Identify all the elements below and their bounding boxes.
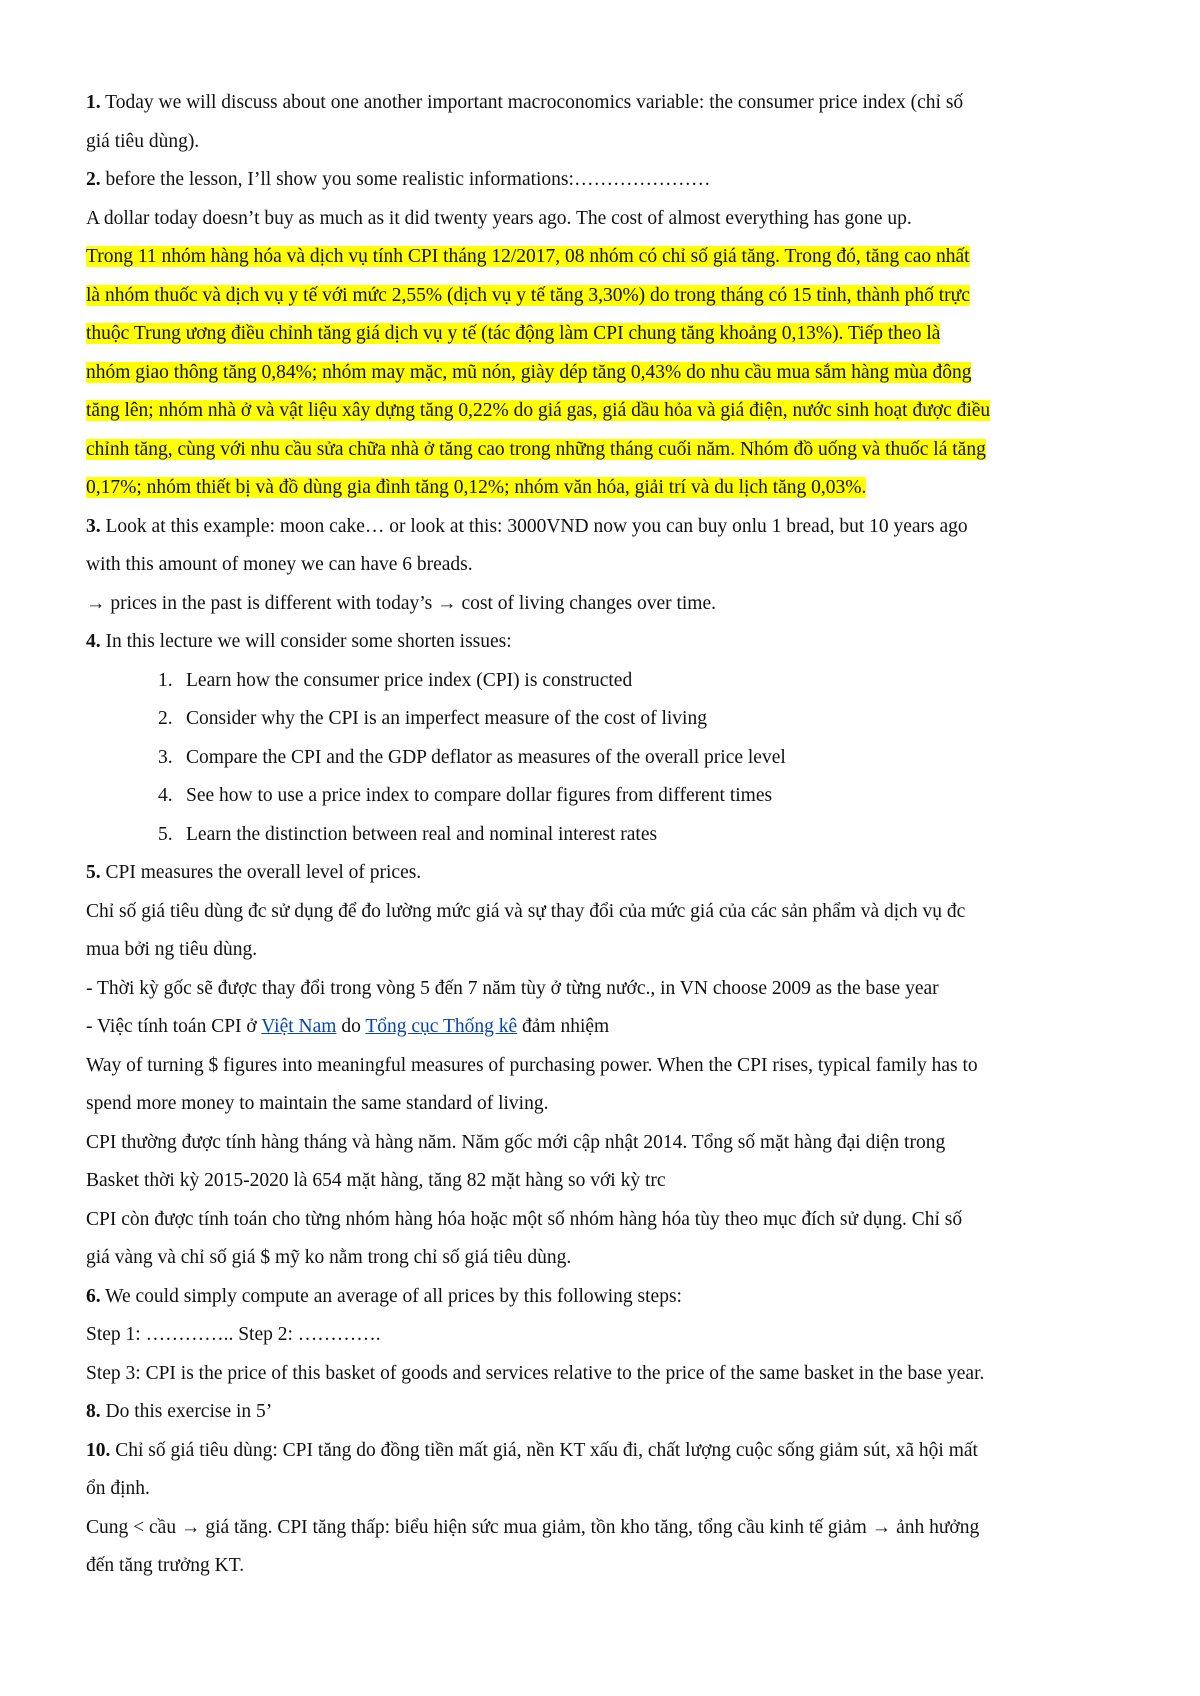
paragraph-5-line-7: spend more money to maintain the same standard of living. [86,1093,549,1114]
highlighted-block [86,238,1126,508]
list-item: 1. Learn how the consumer price index (CPI) is constructed [158,669,633,691]
highlighted-line: 0,17%; nhóm thiết bị và đồ dùng gia đình tăng 0,12%; nhóm văn hóa, giải trí và du lịch tăng 0,03%. [86,477,867,498]
highlighted-line: nhóm giao thông tăng 0,84%; nhóm may mặc, mũ nón, giày dép tăng 0,43% do nhu cầu mua sắm hàng mùa đông [86,361,972,383]
paragraph-2-line-1: 2. before the lesson, I’ll show you some realistic informations:………………… [86,169,711,190]
paragraph-5-line-8: CPI thường được tính hàng tháng và hàng năm. Năm gốc mới cập nhật 2014. Tổng số mặt hàng đại diện trong [86,1131,946,1153]
paragraph-3-line-2: with this amount of money we can have 6 breads. [86,554,473,575]
paragraph-5-line-6: Way of turning $ figures into meaningful measures of purchasing power. When the CPI rises, typical family has to [86,1054,978,1076]
paragraph-4-line-1: 4. In this lecture we will consider some shorten issues: [86,631,512,652]
highlighted-line: Trong 11 nhóm hàng hóa và dịch vụ tính CPI tháng 12/2017, 08 nhóm có chỉ số giá tăng. Trong đó, tăng cao nhất [86,246,970,267]
paragraph-3-line-1: 3. Look at this example: moon cake… or look at this: 3000VND now you can buy onlu 1 bread, but 10 years ago [86,515,968,537]
highlighted-line: thuộc Trung ương điều chỉnh tăng giá dịch vụ y tế (tác động làm CPI chung tăng khoảng 0,13%). Tiếp theo là [86,323,941,344]
paragraph-2-line-2: A dollar today doesn’t buy as much as it did twenty years ago. The cost of almost everything has gone up. [86,207,912,229]
paragraph-5-line-2: Chỉ số giá tiêu dùng đc sử dụng để đo lường mức giá và sự thay đổi của mức giá của các sản phẩm và dịch vụ đc [86,900,966,922]
list-item: 2. Consider why the CPI is an imperfect measure of the cost of living [158,708,707,729]
paragraph-number: 8. [86,1401,101,1422]
paragraph-1-line-2: giá tiêu dùng). [86,130,200,152]
paragraph-5-line-4: - Thời kỳ gốc sẽ được thay đổi trong vòng 5 đến 7 năm tùy ở từng nước., in VN choose 2009 as the base year [86,977,939,999]
paragraph-number: 5. [86,862,101,883]
list-item: 5. Learn the distinction between real and nominal interest rates [158,823,658,845]
list-item: 4. See how to use a price index to compare dollar figures from different times [158,785,773,806]
paragraph-5-line-3: mua bởi ng tiêu dùng. [86,939,258,960]
paragraph-number: 3. [86,515,101,537]
paragraph-5-line-11: giá vàng và chỉ số giá $ mỹ ko nằm trong chỉ số giá tiêu dùng. [86,1247,572,1268]
paragraph-6-line-3: Step 3: CPI is the price of this basket of goods and services relative to the price of the same basket in the base year. [86,1362,985,1384]
paragraph-3-line-3: → prices in the past is different with today’s → cost of living changes over time. [86,592,717,614]
paragraph-10-line-4: đến tăng trưởng KT. [86,1555,245,1576]
paragraph-number: 4. [86,631,101,652]
paragraph-5-line-1: 5. CPI measures the overall level of prices. [86,862,422,883]
paragraph-1-line-1: 1. Today we will discuss about one another important macroconomics variable: the consumer price index (chỉ số [86,92,964,113]
paragraph-10-line-2: ổn định. [86,1478,150,1499]
paragraph-5-line-9: Basket thời kỳ 2015-2020 là 654 mặt hàng, tăng 82 mặt hàng so với kỳ trc [86,1170,666,1191]
paragraph-8-line-1: 8. Do this exercise in 5’ [86,1401,273,1422]
paragraph-number: 10. [86,1439,111,1461]
issues-list [86,662,1126,855]
paragraph-6-line-2: Step 1: ………….. Step 2: …………. [86,1324,381,1345]
paragraph-number: 2. [86,169,101,190]
paragraph-number: 1. [86,92,101,113]
paragraph-6-line-1: 6. We could simply compute an average of all prices by this following steps: [86,1285,682,1307]
viet-nam-link[interactable]: Việt Nam [261,1016,337,1037]
list-item: 3. Compare the CPI and the GDP deflator as measures of the overall price level [158,746,786,768]
paragraph-5-line-5: - Việc tính toán CPI ở Việt Nam do Tổng cục Thống kê đảm nhiệm [86,1016,610,1037]
paragraph-10-line-3: Cung < cầu → giá tăng. CPI tăng thấp: biểu hiện sức mua giảm, tồn kho tăng, tổng cầu kinh tế giảm → ảnh hưởng [86,1516,980,1538]
paragraph-5-line-10: CPI còn được tính toán cho từng nhóm hàng hóa hoặc một số nhóm hàng hóa tùy theo mục đích sử dụng. Chỉ số [86,1208,963,1230]
highlighted-line: tăng lên; nhóm nhà ở và vật liệu xây dựng tăng 0,22% do giá gas, giá dầu hỏa và giá điện, nước sinh hoạt được điều [86,400,991,421]
paragraph-10-line-1: 10. Chỉ số giá tiêu dùng: CPI tăng do đồng tiền mất giá, nền KT xấu đi, chất lượng cuộc sống giảm sút, xã hội mất [86,1439,978,1461]
paragraph-number: 6. [86,1285,101,1307]
highlighted-line: chỉnh tăng, cùng với nhu cầu sửa chữa nhà ở tăng cao trong những tháng cuối năm. Nhóm đồ uống và thuốc lá tăng [86,438,986,460]
document-page [86,84,1126,1586]
highlighted-line: là nhóm thuốc và dịch vụ y tế với mức 2,55% (dịch vụ y tế tăng 3,30%) do trong tháng có 15 tỉnh, thành phố trực [86,284,970,306]
tong-cuc-thong-ke-link[interactable]: Tổng cục Thống kê [365,1016,518,1037]
